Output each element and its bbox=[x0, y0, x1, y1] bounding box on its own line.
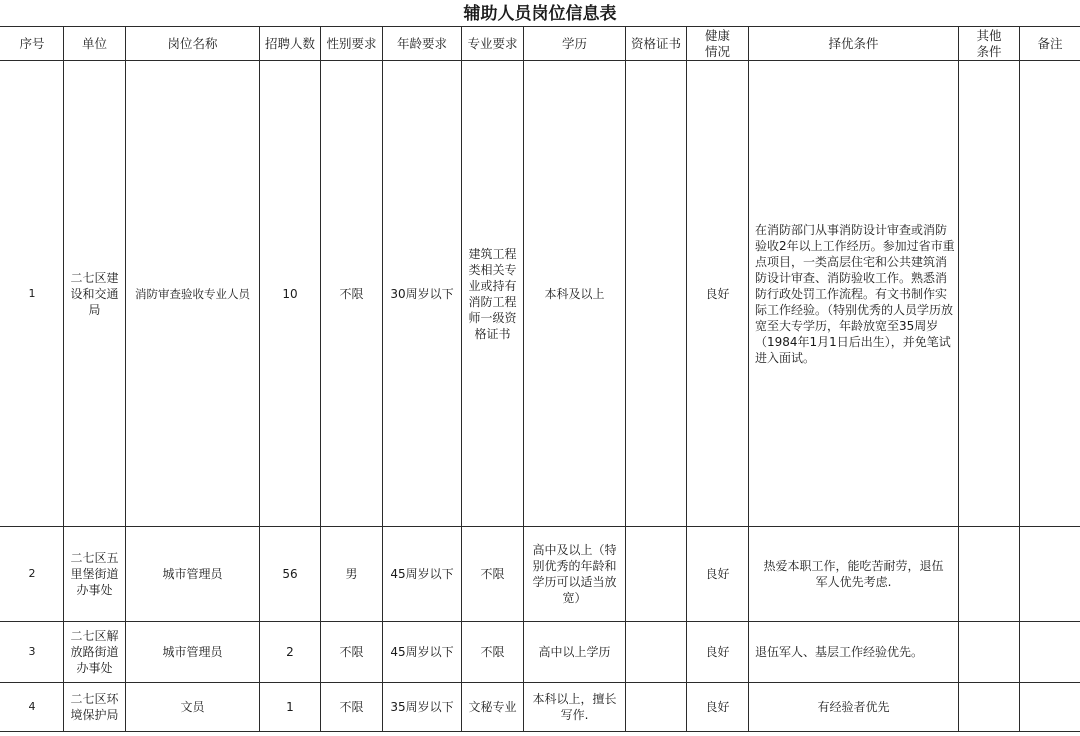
cell-position: 城市管理员 bbox=[126, 527, 260, 622]
cell-remark bbox=[1020, 61, 1080, 527]
cell-gender: 不限 bbox=[321, 61, 383, 527]
cell-cert bbox=[626, 683, 687, 732]
cell-education: 高中以上学历 bbox=[524, 622, 626, 683]
cell-position: 文员 bbox=[126, 683, 260, 732]
cell-major: 不限 bbox=[462, 622, 524, 683]
cell-other bbox=[959, 61, 1020, 527]
cell-cert bbox=[626, 61, 687, 527]
cell-education: 本科及以上 bbox=[524, 61, 626, 527]
cell-major: 文秘专业 bbox=[462, 683, 524, 732]
cell-preference: 在消防部门从事消防设计审查或消防验收2年以上工作经历。参加过省市重点项目，一类高层住宅和公共建筑消防设计审查、消防验收工作。熟悉消防行政处罚工作流程。有文书制作实际工作经验。（特别优秀的人员学历放宽至大专学历，年龄放宽至35周岁（1984年1月1日后出生），并免笔试进入面试。 bbox=[749, 61, 959, 527]
cell-gender: 不限 bbox=[321, 683, 383, 732]
cell-health: 良好 bbox=[687, 527, 749, 622]
table-row bbox=[1, 683, 1080, 732]
cell-health: 良好 bbox=[687, 61, 749, 527]
cell-no: 2 bbox=[1, 527, 64, 622]
cell-preference: 退伍军人、基层工作经验优先。 bbox=[749, 622, 959, 683]
cell-remark bbox=[1020, 683, 1080, 732]
cell-unit: 二七区解 放路街道 办事处 bbox=[64, 622, 126, 683]
cell-health: 良好 bbox=[687, 683, 749, 732]
cell-other bbox=[959, 527, 1020, 622]
cell-cert bbox=[626, 622, 687, 683]
header-preference: 择优条件 bbox=[749, 27, 959, 61]
table-title: 辅助人员岗位信息表 bbox=[463, 4, 617, 24]
cell-unit: 二七区建 设和交通 局 bbox=[64, 61, 126, 527]
header-other: 其他 条件 bbox=[959, 27, 1020, 61]
header-no: 序号 bbox=[1, 27, 64, 61]
cell-remark bbox=[1020, 622, 1080, 683]
cell-remark bbox=[1020, 527, 1080, 622]
cell-no: 1 bbox=[1, 61, 64, 527]
cell-count: 1 bbox=[260, 683, 321, 732]
header-remark: 备注 bbox=[1020, 27, 1080, 61]
cell-position: 消防审查验收专业人员 bbox=[126, 61, 260, 527]
cell-no: 3 bbox=[1, 622, 64, 683]
cell-count: 2 bbox=[260, 622, 321, 683]
cell-age: 45周岁以下 bbox=[383, 527, 462, 622]
cell-health: 良好 bbox=[687, 622, 749, 683]
cell-unit: 二七区环 境保护局 bbox=[64, 683, 126, 732]
cell-age: 45周岁以下 bbox=[383, 622, 462, 683]
cell-major: 不限 bbox=[462, 527, 524, 622]
cell-unit: 二七区五 里堡街道 办事处 bbox=[64, 527, 126, 622]
cell-no: 4 bbox=[1, 683, 64, 732]
header-education: 学历 bbox=[524, 27, 626, 61]
table-row bbox=[1, 622, 1080, 683]
table-row bbox=[1, 61, 1080, 527]
cell-count: 56 bbox=[260, 527, 321, 622]
cell-education: 高中及以上（特 别优秀的年龄和 学历可以适当放 宽） bbox=[524, 527, 626, 622]
header-count: 招聘人数 bbox=[260, 27, 321, 61]
cell-cert bbox=[626, 527, 687, 622]
cell-preference: 有经验者优先 bbox=[749, 683, 959, 732]
header-cert: 资格证书 bbox=[626, 27, 687, 61]
header-health: 健康 情况 bbox=[687, 27, 749, 61]
cell-gender: 男 bbox=[321, 527, 383, 622]
cell-count: 10 bbox=[260, 61, 321, 527]
header-age: 年龄要求 bbox=[383, 27, 462, 61]
header-gender: 性别要求 bbox=[321, 27, 383, 61]
cell-gender: 不限 bbox=[321, 622, 383, 683]
cell-age: 35周岁以下 bbox=[383, 683, 462, 732]
cell-preference: 热爱本职工作，能吃苦耐劳，退伍 军人优先考虑. bbox=[749, 527, 959, 622]
table-row bbox=[1, 527, 1080, 622]
cell-other bbox=[959, 622, 1020, 683]
cell-education: 本科以上，擅长 写作. bbox=[524, 683, 626, 732]
header-position: 岗位名称 bbox=[126, 27, 260, 61]
cell-major: 建筑工程 类相关专 业或持有 消防工程 师一级资 格证书 bbox=[462, 61, 524, 527]
cell-other bbox=[959, 683, 1020, 732]
header-unit: 单位 bbox=[64, 27, 126, 61]
job-info-table bbox=[0, 26, 1080, 732]
header-row bbox=[1, 27, 1080, 61]
cell-age: 30周岁以下 bbox=[383, 61, 462, 527]
header-major: 专业要求 bbox=[462, 27, 524, 61]
cell-position: 城市管理员 bbox=[126, 622, 260, 683]
